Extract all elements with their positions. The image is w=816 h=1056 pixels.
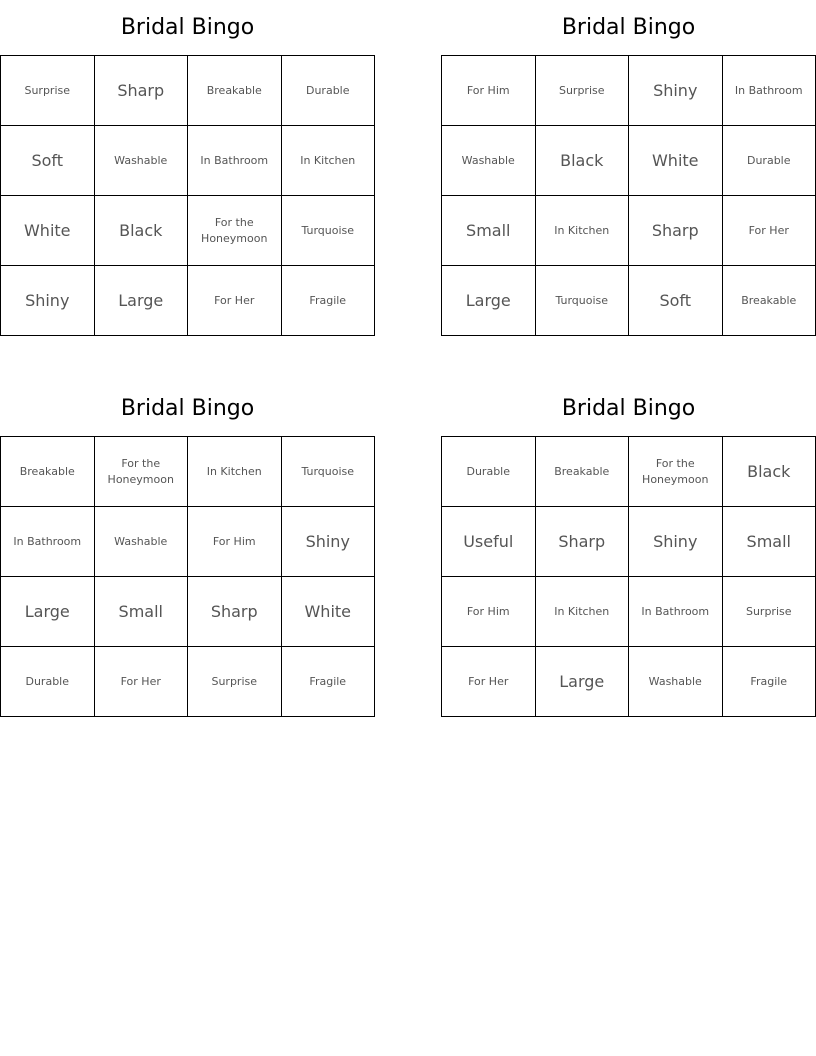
bingo-cell: Large <box>94 266 188 336</box>
bingo-cell: For Him <box>442 577 536 647</box>
bingo-cell: For Her <box>722 196 816 266</box>
bingo-cell: Surprise <box>722 577 816 647</box>
bingo-cell: For Her <box>188 266 282 336</box>
bingo-grid <box>441 55 816 336</box>
bingo-cell: Shiny <box>629 507 723 577</box>
bingo-cell: Soft <box>629 266 723 336</box>
bingo-cell: For Him <box>188 507 282 577</box>
bingo-cell: For the Honeymoon <box>188 196 282 266</box>
card-title: Bridal Bingo <box>561 396 696 421</box>
bingo-cell: Black <box>94 196 188 266</box>
bingo-cell: In Kitchen <box>535 196 629 266</box>
bingo-cell: Shiny <box>281 507 375 577</box>
bingo-cell: Small <box>722 507 816 577</box>
bingo-cell: In Bathroom <box>629 577 723 647</box>
grid-row <box>1 507 375 577</box>
grid-row <box>442 647 816 717</box>
bingo-cell: Surprise <box>188 647 282 717</box>
bingo-cell: For Her <box>94 647 188 717</box>
bingo-cell: Breakable <box>1 437 95 507</box>
bingo-cell: Washable <box>442 126 536 196</box>
bingo-cell: Shiny <box>629 56 723 126</box>
bingo-cell: Washable <box>629 647 723 717</box>
grid-row <box>1 437 375 507</box>
bingo-cell: Shiny <box>1 266 95 336</box>
grid-row <box>442 126 816 196</box>
bingo-grid <box>0 436 375 717</box>
bingo-cell: In Kitchen <box>535 577 629 647</box>
bingo-cell: Surprise <box>1 56 95 126</box>
bingo-cell: Breakable <box>722 266 816 336</box>
bingo-cell: Sharp <box>535 507 629 577</box>
bingo-card <box>0 381 375 717</box>
bingo-cell: Fragile <box>722 647 816 717</box>
grid-row <box>1 266 375 336</box>
grid-row <box>442 507 816 577</box>
bingo-cell: White <box>629 126 723 196</box>
bingo-cell: Durable <box>1 647 95 717</box>
grid-row <box>442 196 816 266</box>
bingo-cell: For Him <box>442 56 536 126</box>
bingo-card <box>441 381 816 717</box>
bingo-cell: For the Honeymoon <box>629 437 723 507</box>
bingo-cell: White <box>281 577 375 647</box>
bingo-cell: Washable <box>94 507 188 577</box>
grid-row <box>1 196 375 266</box>
bingo-cell: Durable <box>442 437 536 507</box>
bingo-cell: Black <box>535 126 629 196</box>
bingo-cell: Black <box>722 437 816 507</box>
grid-row <box>1 647 375 717</box>
bingo-cell: In Bathroom <box>1 507 95 577</box>
bingo-cell: In Kitchen <box>188 437 282 507</box>
bingo-cell: Sharp <box>188 577 282 647</box>
bingo-cell: Breakable <box>535 437 629 507</box>
bingo-grid <box>441 436 816 717</box>
bingo-card <box>441 0 816 336</box>
bingo-cell: Surprise <box>535 56 629 126</box>
card-title: Bridal Bingo <box>561 15 696 40</box>
bingo-cell: Large <box>442 266 536 336</box>
grid-row <box>1 577 375 647</box>
bingo-cell: Fragile <box>281 647 375 717</box>
grid-row <box>442 56 816 126</box>
bingo-cell: Small <box>94 577 188 647</box>
bingo-cell: Small <box>442 196 536 266</box>
bingo-cell: Large <box>1 577 95 647</box>
grid-row <box>442 437 816 507</box>
bingo-cell: In Kitchen <box>281 126 375 196</box>
bingo-cell: Sharp <box>629 196 723 266</box>
bingo-cell: Large <box>535 647 629 717</box>
bingo-cell: Sharp <box>94 56 188 126</box>
bingo-cell: Turquoise <box>535 266 629 336</box>
bingo-card <box>0 0 375 336</box>
bingo-cell: Washable <box>94 126 188 196</box>
bingo-cell: Durable <box>722 126 816 196</box>
grid-row <box>1 126 375 196</box>
grid-row <box>442 577 816 647</box>
bingo-cell: Turquoise <box>281 437 375 507</box>
card-title: Bridal Bingo <box>120 396 255 421</box>
grid-row <box>442 266 816 336</box>
bingo-cell: For the Honeymoon <box>94 437 188 507</box>
bingo-cell: Soft <box>1 126 95 196</box>
bingo-grid <box>0 55 375 336</box>
bingo-cell: Turquoise <box>281 196 375 266</box>
bingo-cell: Breakable <box>188 56 282 126</box>
card-title: Bridal Bingo <box>120 15 255 40</box>
bingo-cell: Durable <box>281 56 375 126</box>
grid-row <box>1 56 375 126</box>
bingo-cell: For Her <box>442 647 536 717</box>
bingo-cell: Fragile <box>281 266 375 336</box>
bingo-cell: In Bathroom <box>722 56 816 126</box>
bingo-cell: Useful <box>442 507 536 577</box>
bingo-cell: In Bathroom <box>188 126 282 196</box>
bingo-cell: White <box>1 196 95 266</box>
